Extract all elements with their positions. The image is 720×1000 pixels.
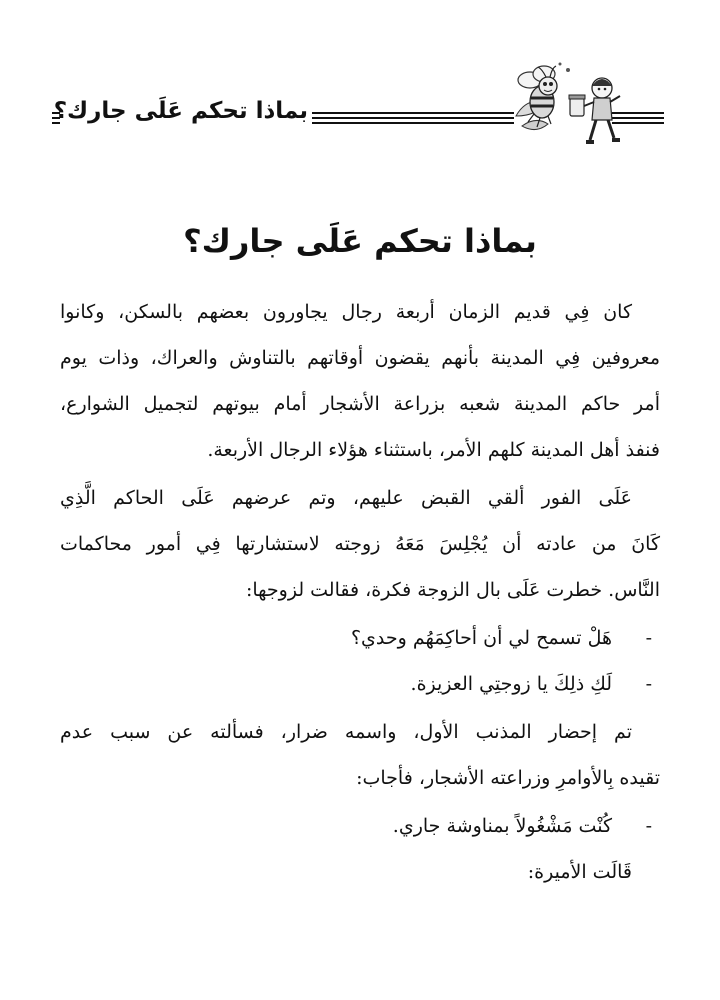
body-line: تم إحضار المذنب الأول، واسمه ضرار، فسألته عن سبب عدم — [60, 721, 632, 743]
chapter-title: بماذا تحكم عَلَى جارك؟ — [183, 222, 537, 260]
body-line: عَلَى الفور ألقي القبض عليهم، وتم عرضهم عَلَى الحاكم الَّذِي — [60, 487, 632, 509]
body-line: كان فِي قديم الزمان أربعة رجال يجاورون بعضهم بالسكن، وكانوا — [60, 301, 632, 323]
body-line: فنفذ أهل المدينة كلهم الأمر، باستثناء هؤلاء الرجال الأربعة. — [207, 439, 660, 461]
body-line: قَالَت الأميرة: — [527, 861, 632, 883]
dialogue-text: هَلْ تسمح لي أن أحاكِمَهُم وحدي؟ — [350, 627, 612, 649]
dialogue-dash: - — [645, 627, 652, 649]
dialogue-line — [60, 623, 660, 653]
dialogue-text: كُنْت مَشْغُولاً بمناوشة جاري. — [392, 815, 612, 837]
dialogue-line — [60, 669, 660, 699]
bee-and-boy-illustration — [508, 58, 628, 158]
running-header-title: بماذا تحكم عَلَى جارك؟ — [53, 98, 308, 124]
dialogue-text: لَكِ ذلِكَ يا زوجتِي العزيزة. — [410, 673, 612, 695]
body-line: كَانَ من عادته أن يُجْلِسَ مَعَهُ زوجته لاستشارتها فِي أمور محاكمات — [60, 533, 660, 555]
body-line: أمر حاكم المدينة شعبه بزراعة الأشجار أمام بيوتهم لتجميل الشوارع، — [60, 393, 660, 415]
dialogue-dash: - — [645, 815, 652, 837]
body-line: معروفين فِي المدينة بأنهم يقضون أوقاتهم بالتناوش والعراك، وذات يوم — [60, 347, 660, 369]
dialogue-dash: - — [645, 673, 652, 695]
dialogue-line — [60, 811, 660, 841]
header-rule-middle — [312, 112, 514, 124]
body-line: تقيده بِالأوامرِ وزراعته الأشجار، فأجاب: — [356, 767, 660, 789]
body-line: النَّاس. خطرت عَلَى بال الزوجة فكرة، فقالت لزوجها: — [245, 579, 660, 601]
